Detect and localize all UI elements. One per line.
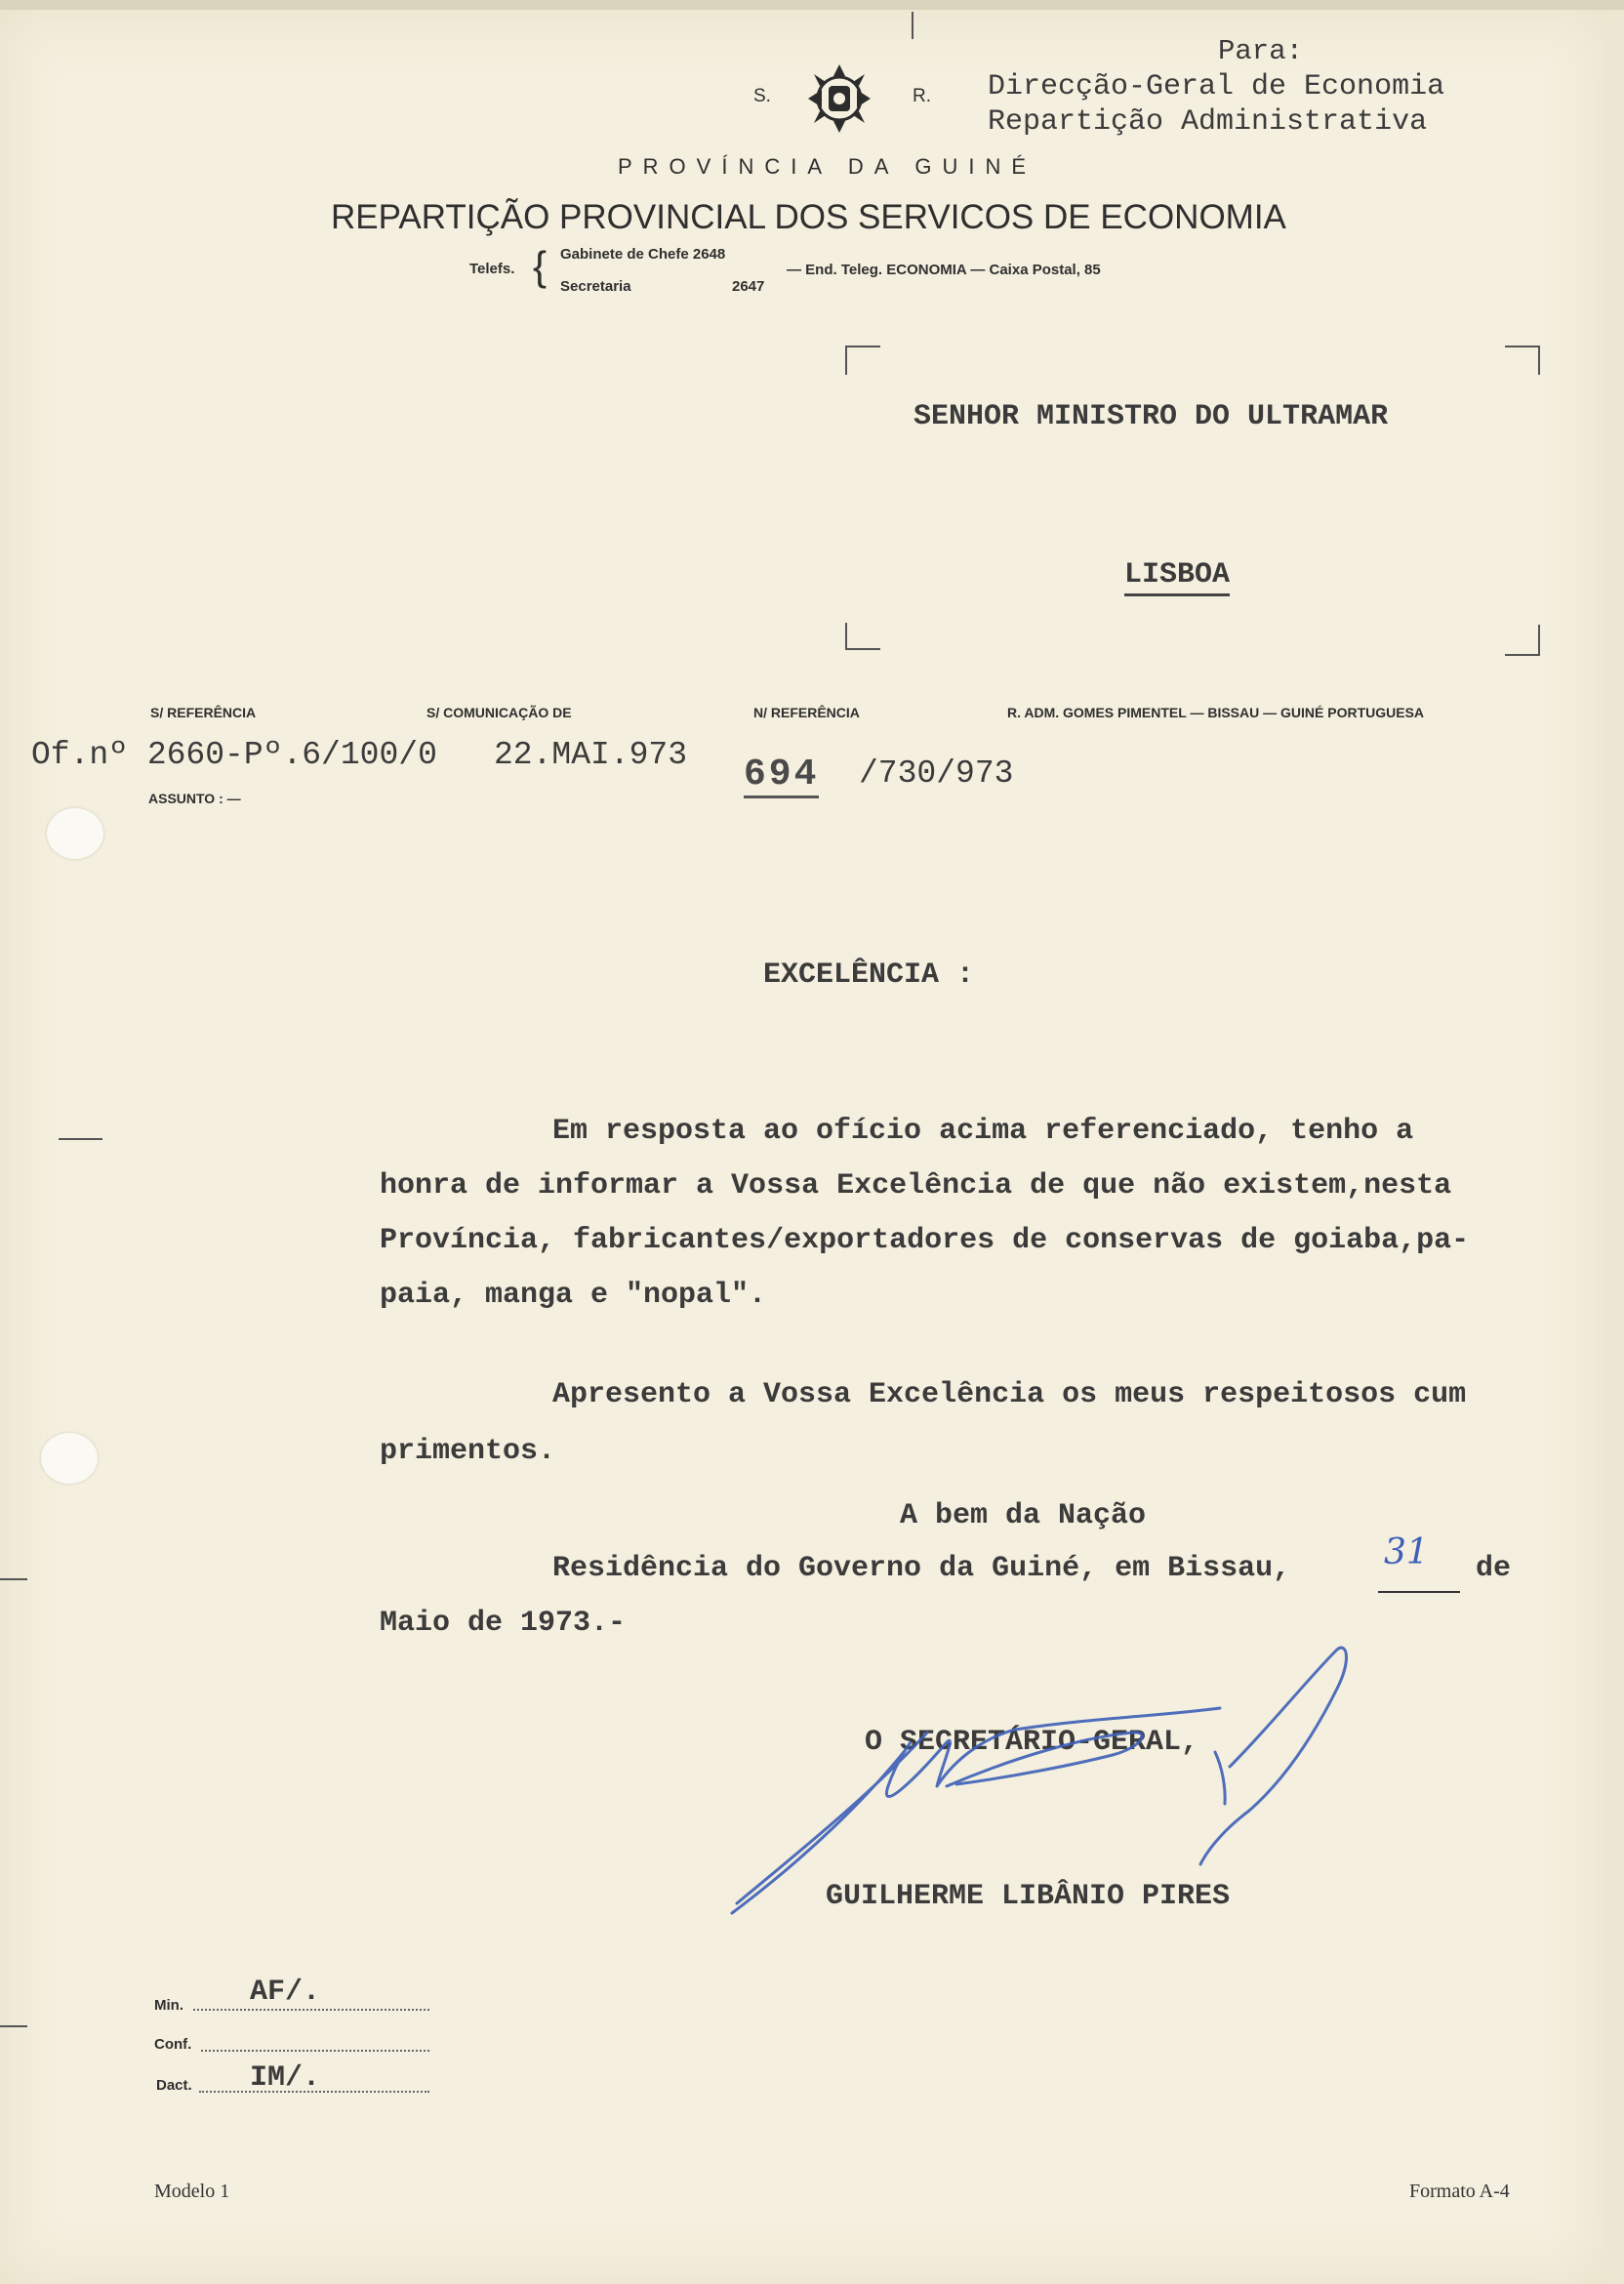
salutation: EXCELÊNCIA :	[763, 958, 975, 992]
conf-label: Conf.	[154, 2036, 192, 2053]
telegraph-address: — End. Teleg. ECONOMIA — Caixa Postal, 85	[787, 262, 1101, 278]
window-corner	[845, 346, 847, 375]
body-line: Província, fabricantes/exportadores de conservas de goiaba,pa-	[380, 1224, 1470, 1257]
addressee-city: LISBOA	[1124, 558, 1230, 596]
place-line: Residência do Governo da Guiné, em Bissau,	[552, 1552, 1291, 1585]
s-mark: S.	[753, 86, 771, 106]
our-reference-stamp: 694	[744, 754, 819, 798]
dact-label: Dact.	[156, 2077, 192, 2094]
dact-value: IM/.	[250, 2061, 321, 2095]
n-ref-label: N/ REFERÊNCIA	[753, 705, 860, 720]
margin-mark	[0, 2025, 27, 2027]
fold-mark	[912, 12, 914, 39]
margin-mark	[0, 1578, 27, 1580]
window-corner	[1505, 346, 1540, 347]
handwritten-day: 31	[1384, 1532, 1429, 1572]
our-reference: /730/973	[859, 755, 1014, 792]
window-corner	[1538, 625, 1540, 656]
conf-dotted-line	[201, 2050, 429, 2052]
addressee-line1: SENHOR MINISTRO DO ULTRAMAR	[914, 400, 1389, 433]
day-underline	[1378, 1591, 1460, 1593]
para-label: Para:	[1218, 35, 1304, 67]
min-label: Min.	[154, 1997, 183, 2014]
their-reference: Of.nº 2660-Pº.6/100/0	[31, 737, 437, 773]
gabinete-phone: Gabinete de Chefe 2648	[560, 246, 726, 263]
min-dotted-line	[193, 2009, 429, 2011]
assunto-label: ASSUNTO : —	[148, 791, 241, 806]
window-corner	[1538, 346, 1540, 375]
model-number: Modelo 1	[154, 2181, 230, 2202]
signatory-title: O SECRETÁRIO-GERAL,	[865, 1726, 1199, 1759]
body-line: primentos.	[380, 1435, 556, 1468]
punch-hole	[41, 1433, 98, 1484]
window-corner	[1505, 654, 1540, 656]
body-line: honra de informar a Vossa Excelência de que não existem,nesta	[380, 1169, 1452, 1203]
office-address: R. ADM. GOMES PIMENTEL — BISSAU — GUINÉ PORTUGUESA	[1007, 705, 1425, 720]
para-line2: Repartição Administrativa	[988, 105, 1428, 139]
coat-of-arms-icon	[800, 61, 878, 137]
office-heading: REPARTIÇÃO PROVINCIAL DOS SERVICOS DE ECONOMIA	[331, 198, 1286, 236]
handwritten-signature	[722, 1640, 1366, 1933]
date-line: Maio de 1973.-	[380, 1607, 627, 1640]
para-line1: Direcção-Geral de Economia	[988, 70, 1445, 103]
communication-date: 22.MAI.973	[494, 737, 688, 773]
page-edge	[0, 0, 1624, 10]
s-com-label: S/ COMUNICAÇÃO DE	[426, 705, 572, 720]
closing-formula: A bem da Nação	[900, 1499, 1147, 1532]
signatory-name: GUILHERME LIBÂNIO PIRES	[826, 1880, 1231, 1913]
brace: {	[533, 243, 548, 289]
min-value: AF/.	[250, 1976, 321, 2009]
body-line: Apresento a Vossa Excelência os meus respeitosos cum	[552, 1378, 1467, 1411]
margin-mark	[59, 1138, 102, 1140]
window-corner	[845, 346, 880, 347]
telefs-label: Telefs.	[469, 261, 515, 277]
r-mark: R.	[913, 86, 931, 106]
punch-hole	[47, 808, 103, 859]
body-line: paia, manga e "nopal".	[380, 1279, 767, 1312]
s-ref-label: S/ REFERÊNCIA	[150, 705, 257, 720]
window-corner	[845, 648, 880, 650]
window-corner	[845, 623, 847, 650]
provincia-heading: PROVÍNCIA DA GUINÉ	[618, 154, 1037, 179]
place-line-end: de	[1476, 1552, 1512, 1585]
body-line: Em resposta ao ofício acima referenciado, tenho a	[552, 1115, 1414, 1148]
secretaria-phone: 2647	[732, 278, 765, 295]
secretaria-label: Secretaria	[560, 278, 631, 295]
paper-format: Formato A-4	[1409, 2181, 1510, 2202]
